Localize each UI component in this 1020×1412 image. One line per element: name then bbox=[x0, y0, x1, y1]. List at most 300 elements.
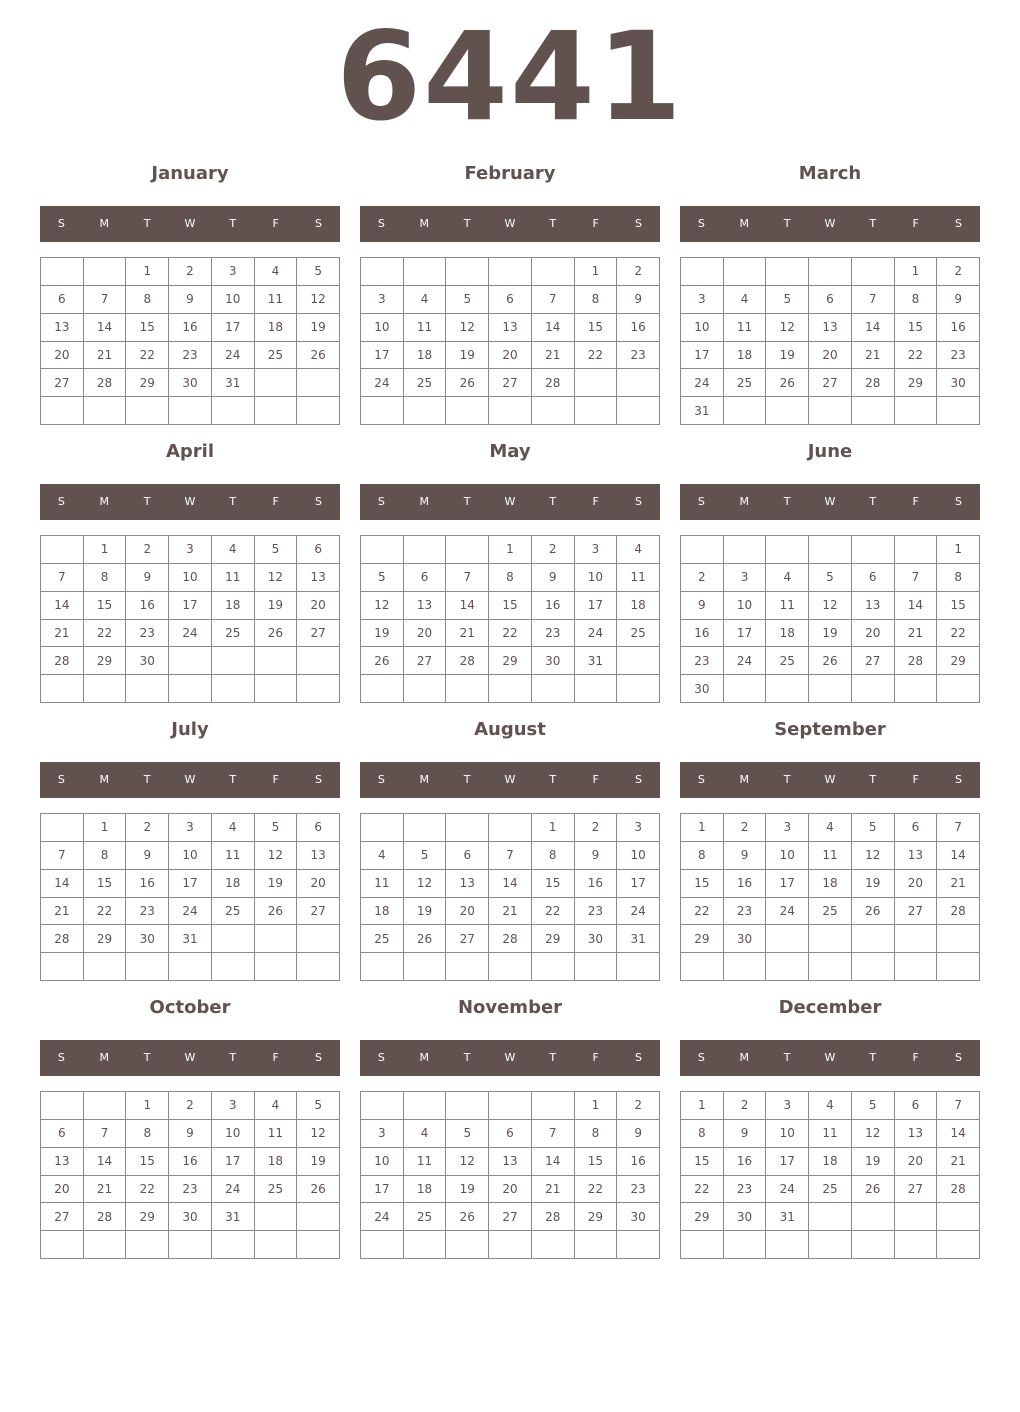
weekday-label: S bbox=[634, 1051, 642, 1064]
day-cell: 28 bbox=[532, 1203, 575, 1231]
day-cell: 11 bbox=[212, 564, 255, 592]
day-cell: 14 bbox=[84, 314, 127, 342]
empty-day-cell bbox=[617, 953, 660, 981]
weekday-label: M bbox=[739, 773, 750, 786]
day-cell: 15 bbox=[575, 314, 618, 342]
day-cell: 28 bbox=[937, 898, 980, 926]
empty-day-cell bbox=[724, 258, 767, 286]
day-cell: 26 bbox=[446, 1203, 489, 1231]
day-cell: 7 bbox=[895, 564, 938, 592]
day-cell: 5 bbox=[361, 564, 404, 592]
empty-day-cell bbox=[809, 1203, 852, 1231]
day-cell: 21 bbox=[41, 898, 84, 926]
day-cell: 30 bbox=[532, 647, 575, 675]
day-cell: 23 bbox=[532, 620, 575, 648]
weekday-label: F bbox=[272, 773, 279, 786]
day-cell: 6 bbox=[41, 1120, 84, 1148]
day-cell: 2 bbox=[724, 814, 767, 842]
day-cell: 10 bbox=[724, 592, 767, 620]
empty-day-cell bbox=[169, 675, 212, 703]
day-cell: 22 bbox=[84, 898, 127, 926]
day-cell: 19 bbox=[852, 870, 895, 898]
day-cell: 9 bbox=[681, 592, 724, 620]
empty-day-cell bbox=[446, 397, 489, 425]
weekday-label: M bbox=[419, 495, 430, 508]
day-cell: 10 bbox=[766, 842, 809, 870]
month-name: September bbox=[774, 719, 886, 740]
day-cell: 14 bbox=[41, 870, 84, 898]
day-cell: 29 bbox=[84, 925, 127, 953]
day-cell: 20 bbox=[895, 870, 938, 898]
empty-day-cell bbox=[297, 925, 340, 953]
empty-day-cell bbox=[84, 1231, 127, 1259]
day-cell: 4 bbox=[809, 814, 852, 842]
day-cell: 2 bbox=[169, 258, 212, 286]
day-cell: 19 bbox=[766, 342, 809, 370]
weekday-label: S bbox=[57, 773, 65, 786]
day-cell: 15 bbox=[895, 314, 938, 342]
day-cell: 3 bbox=[617, 814, 660, 842]
day-cell: 19 bbox=[446, 342, 489, 370]
day-cell: 6 bbox=[41, 286, 84, 314]
weekday-label: M bbox=[419, 217, 430, 230]
day-cell: 27 bbox=[895, 898, 938, 926]
day-cell: 21 bbox=[84, 342, 127, 370]
day-cell: 25 bbox=[809, 1176, 852, 1204]
empty-day-cell bbox=[489, 953, 532, 981]
day-cell: 29 bbox=[126, 369, 169, 397]
empty-day-cell bbox=[255, 675, 298, 703]
empty-day-cell bbox=[895, 953, 938, 981]
weekday-label: M bbox=[99, 495, 110, 508]
weekday-label: T bbox=[463, 495, 471, 508]
day-cell: 9 bbox=[724, 842, 767, 870]
weekday-label: T bbox=[229, 773, 237, 786]
day-cell: 23 bbox=[169, 342, 212, 370]
weekday-label: T bbox=[229, 217, 237, 230]
day-cell: 16 bbox=[617, 314, 660, 342]
empty-day-cell bbox=[446, 1231, 489, 1259]
day-cell: 24 bbox=[212, 1176, 255, 1204]
day-cell: 12 bbox=[766, 314, 809, 342]
empty-day-cell bbox=[255, 369, 298, 397]
day-cell: 20 bbox=[446, 898, 489, 926]
weekday-label: M bbox=[739, 217, 750, 230]
weekday-label: W bbox=[824, 1051, 836, 1064]
day-cell: 12 bbox=[255, 842, 298, 870]
empty-day-cell bbox=[724, 953, 767, 981]
day-cell: 17 bbox=[361, 1176, 404, 1204]
day-cell: 24 bbox=[361, 1203, 404, 1231]
weekday-header bbox=[360, 762, 660, 798]
empty-day-cell bbox=[84, 1092, 127, 1120]
day-cell: 19 bbox=[852, 1148, 895, 1176]
day-cell: 27 bbox=[41, 369, 84, 397]
day-cell: 4 bbox=[617, 536, 660, 564]
day-cell: 24 bbox=[169, 898, 212, 926]
weekday-label: S bbox=[377, 1051, 385, 1064]
day-cell: 30 bbox=[126, 925, 169, 953]
weekday-label: W bbox=[184, 217, 196, 230]
day-cell: 26 bbox=[297, 1176, 340, 1204]
empty-day-cell bbox=[84, 397, 127, 425]
day-cell: 1 bbox=[681, 814, 724, 842]
days-grid bbox=[360, 535, 660, 703]
weekday-label: T bbox=[869, 495, 877, 508]
weekday-label: S bbox=[57, 1051, 65, 1064]
empty-day-cell bbox=[361, 258, 404, 286]
weekday-label: W bbox=[824, 217, 836, 230]
day-cell: 4 bbox=[255, 1092, 298, 1120]
empty-day-cell bbox=[852, 397, 895, 425]
day-cell: 4 bbox=[809, 1092, 852, 1120]
empty-day-cell bbox=[575, 397, 618, 425]
weekday-label: S bbox=[697, 217, 705, 230]
day-cell: 16 bbox=[169, 314, 212, 342]
weekday-label: F bbox=[912, 217, 919, 230]
weekday-header bbox=[360, 1040, 660, 1076]
empty-day-cell bbox=[681, 1231, 724, 1259]
empty-day-cell bbox=[852, 925, 895, 953]
weekday-label: S bbox=[634, 217, 642, 230]
day-cell: 6 bbox=[895, 1092, 938, 1120]
empty-day-cell bbox=[809, 675, 852, 703]
day-cell: 3 bbox=[361, 286, 404, 314]
weekday-label: F bbox=[592, 495, 599, 508]
day-cell: 1 bbox=[489, 536, 532, 564]
day-cell: 16 bbox=[126, 592, 169, 620]
weekday-label: T bbox=[549, 773, 557, 786]
day-cell: 30 bbox=[724, 1203, 767, 1231]
empty-day-cell bbox=[489, 814, 532, 842]
day-cell: 6 bbox=[297, 536, 340, 564]
empty-day-cell bbox=[297, 1203, 340, 1231]
day-cell: 21 bbox=[446, 620, 489, 648]
day-cell: 15 bbox=[681, 870, 724, 898]
days-grid bbox=[40, 535, 340, 703]
empty-day-cell bbox=[852, 675, 895, 703]
empty-day-cell bbox=[575, 953, 618, 981]
day-cell: 3 bbox=[212, 258, 255, 286]
day-cell: 13 bbox=[852, 592, 895, 620]
weekday-label: S bbox=[954, 1051, 962, 1064]
weekday-label: F bbox=[912, 1051, 919, 1064]
empty-day-cell bbox=[361, 814, 404, 842]
day-cell: 31 bbox=[575, 647, 618, 675]
day-cell: 6 bbox=[852, 564, 895, 592]
day-cell: 20 bbox=[489, 342, 532, 370]
day-cell: 18 bbox=[361, 898, 404, 926]
weekday-label: M bbox=[739, 495, 750, 508]
weekday-label: T bbox=[869, 217, 877, 230]
empty-day-cell bbox=[404, 953, 447, 981]
weekday-label: T bbox=[869, 773, 877, 786]
day-cell: 7 bbox=[41, 564, 84, 592]
day-cell: 7 bbox=[937, 1092, 980, 1120]
day-cell: 27 bbox=[297, 898, 340, 926]
day-cell: 20 bbox=[41, 342, 84, 370]
day-cell: 5 bbox=[446, 286, 489, 314]
weekday-label: S bbox=[634, 495, 642, 508]
day-cell: 20 bbox=[895, 1148, 938, 1176]
month-name: October bbox=[149, 997, 231, 1018]
weekday-label: F bbox=[592, 217, 599, 230]
weekday-label: S bbox=[57, 495, 65, 508]
day-cell: 10 bbox=[681, 314, 724, 342]
empty-day-cell bbox=[766, 397, 809, 425]
weekday-label: M bbox=[99, 1051, 110, 1064]
day-cell: 4 bbox=[361, 842, 404, 870]
weekday-header bbox=[40, 484, 340, 520]
weekday-label: W bbox=[504, 495, 516, 508]
empty-day-cell bbox=[41, 1231, 84, 1259]
day-cell: 7 bbox=[489, 842, 532, 870]
day-cell: 26 bbox=[361, 647, 404, 675]
day-cell: 18 bbox=[809, 1148, 852, 1176]
weekday-label: T bbox=[143, 773, 151, 786]
day-cell: 17 bbox=[212, 314, 255, 342]
day-cell: 8 bbox=[937, 564, 980, 592]
empty-day-cell bbox=[852, 1231, 895, 1259]
empty-day-cell bbox=[489, 397, 532, 425]
days-grid bbox=[360, 257, 660, 425]
day-cell: 26 bbox=[852, 898, 895, 926]
day-cell: 11 bbox=[255, 286, 298, 314]
day-cell: 6 bbox=[489, 1120, 532, 1148]
day-cell: 25 bbox=[809, 898, 852, 926]
day-cell: 6 bbox=[297, 814, 340, 842]
day-cell: 2 bbox=[169, 1092, 212, 1120]
day-cell: 23 bbox=[724, 1176, 767, 1204]
day-cell: 23 bbox=[681, 647, 724, 675]
weekday-header bbox=[40, 206, 340, 242]
day-cell: 23 bbox=[169, 1176, 212, 1204]
empty-day-cell bbox=[895, 1231, 938, 1259]
weekday-label: W bbox=[824, 773, 836, 786]
day-cell: 25 bbox=[255, 342, 298, 370]
day-cell: 6 bbox=[489, 286, 532, 314]
empty-day-cell bbox=[255, 925, 298, 953]
day-cell: 27 bbox=[404, 647, 447, 675]
empty-day-cell bbox=[489, 675, 532, 703]
day-cell: 17 bbox=[766, 1148, 809, 1176]
day-cell: 15 bbox=[681, 1148, 724, 1176]
day-cell: 28 bbox=[84, 369, 127, 397]
empty-day-cell bbox=[766, 536, 809, 564]
day-cell: 23 bbox=[126, 620, 169, 648]
empty-day-cell bbox=[532, 258, 575, 286]
day-cell: 27 bbox=[446, 925, 489, 953]
day-cell: 25 bbox=[255, 1176, 298, 1204]
empty-day-cell bbox=[297, 397, 340, 425]
day-cell: 13 bbox=[297, 842, 340, 870]
day-cell: 28 bbox=[41, 647, 84, 675]
day-cell: 10 bbox=[212, 286, 255, 314]
weekday-label: W bbox=[504, 773, 516, 786]
empty-day-cell bbox=[212, 953, 255, 981]
day-cell: 13 bbox=[489, 1148, 532, 1176]
day-cell: 22 bbox=[126, 342, 169, 370]
empty-day-cell bbox=[41, 536, 84, 564]
day-cell: 13 bbox=[895, 842, 938, 870]
day-cell: 29 bbox=[937, 647, 980, 675]
day-cell: 4 bbox=[404, 286, 447, 314]
weekday-label: S bbox=[377, 217, 385, 230]
day-cell: 20 bbox=[297, 592, 340, 620]
day-cell: 26 bbox=[446, 369, 489, 397]
empty-day-cell bbox=[766, 1231, 809, 1259]
day-cell: 25 bbox=[361, 925, 404, 953]
weekday-label: F bbox=[272, 495, 279, 508]
day-cell: 15 bbox=[126, 1148, 169, 1176]
empty-day-cell bbox=[41, 953, 84, 981]
day-cell: 4 bbox=[212, 536, 255, 564]
month-name: February bbox=[464, 163, 556, 184]
weekday-header bbox=[40, 1040, 340, 1076]
weekday-label: S bbox=[57, 217, 65, 230]
day-cell: 7 bbox=[446, 564, 489, 592]
empty-day-cell bbox=[446, 1092, 489, 1120]
day-cell: 9 bbox=[575, 842, 618, 870]
month-name: January bbox=[151, 163, 229, 184]
day-cell: 24 bbox=[361, 369, 404, 397]
day-cell: 15 bbox=[937, 592, 980, 620]
empty-day-cell bbox=[255, 397, 298, 425]
month-name: November bbox=[457, 997, 563, 1018]
day-cell: 12 bbox=[852, 842, 895, 870]
weekday-header bbox=[40, 762, 340, 798]
day-cell: 10 bbox=[169, 564, 212, 592]
day-cell: 22 bbox=[84, 620, 127, 648]
day-cell: 9 bbox=[126, 842, 169, 870]
month-name: July bbox=[171, 719, 209, 740]
empty-day-cell bbox=[212, 397, 255, 425]
day-cell: 6 bbox=[446, 842, 489, 870]
day-cell: 30 bbox=[937, 369, 980, 397]
day-cell: 17 bbox=[681, 342, 724, 370]
empty-day-cell bbox=[809, 953, 852, 981]
day-cell: 8 bbox=[532, 842, 575, 870]
day-cell: 31 bbox=[766, 1203, 809, 1231]
days-grid bbox=[40, 813, 340, 981]
day-cell: 8 bbox=[681, 1120, 724, 1148]
day-cell: 21 bbox=[852, 342, 895, 370]
day-cell: 5 bbox=[404, 842, 447, 870]
day-cell: 5 bbox=[255, 814, 298, 842]
weekday-label: S bbox=[314, 773, 322, 786]
day-cell: 23 bbox=[617, 1176, 660, 1204]
empty-day-cell bbox=[361, 953, 404, 981]
day-cell: 22 bbox=[532, 898, 575, 926]
day-cell: 26 bbox=[255, 898, 298, 926]
empty-day-cell bbox=[446, 536, 489, 564]
day-cell: 18 bbox=[255, 1148, 298, 1176]
day-cell: 13 bbox=[41, 314, 84, 342]
empty-day-cell bbox=[681, 258, 724, 286]
days-grid bbox=[680, 1091, 980, 1259]
day-cell: 5 bbox=[255, 536, 298, 564]
day-cell: 18 bbox=[255, 314, 298, 342]
day-cell: 22 bbox=[681, 898, 724, 926]
empty-day-cell bbox=[852, 953, 895, 981]
empty-day-cell bbox=[212, 1231, 255, 1259]
empty-day-cell bbox=[297, 675, 340, 703]
empty-day-cell bbox=[84, 953, 127, 981]
day-cell: 18 bbox=[617, 592, 660, 620]
day-cell: 17 bbox=[212, 1148, 255, 1176]
empty-day-cell bbox=[297, 953, 340, 981]
day-cell: 29 bbox=[126, 1203, 169, 1231]
day-cell: 20 bbox=[852, 620, 895, 648]
day-cell: 6 bbox=[895, 814, 938, 842]
day-cell: 22 bbox=[895, 342, 938, 370]
day-cell: 6 bbox=[404, 564, 447, 592]
empty-day-cell bbox=[809, 536, 852, 564]
weekday-label: W bbox=[184, 773, 196, 786]
empty-day-cell bbox=[446, 675, 489, 703]
empty-day-cell bbox=[895, 675, 938, 703]
day-cell: 17 bbox=[724, 620, 767, 648]
empty-day-cell bbox=[361, 397, 404, 425]
day-cell: 15 bbox=[126, 314, 169, 342]
day-cell: 23 bbox=[937, 342, 980, 370]
day-cell: 16 bbox=[575, 870, 618, 898]
day-cell: 12 bbox=[297, 1120, 340, 1148]
day-cell: 29 bbox=[532, 925, 575, 953]
day-cell: 24 bbox=[724, 647, 767, 675]
day-cell: 28 bbox=[41, 925, 84, 953]
weekday-label: M bbox=[419, 1051, 430, 1064]
month-name: April bbox=[165, 441, 215, 462]
day-cell: 22 bbox=[126, 1176, 169, 1204]
weekday-label: S bbox=[314, 1051, 322, 1064]
empty-day-cell bbox=[937, 925, 980, 953]
empty-day-cell bbox=[617, 1231, 660, 1259]
day-cell: 14 bbox=[937, 842, 980, 870]
weekday-header bbox=[360, 484, 660, 520]
day-cell: 7 bbox=[41, 842, 84, 870]
day-cell: 2 bbox=[126, 536, 169, 564]
day-cell: 1 bbox=[532, 814, 575, 842]
empty-day-cell bbox=[724, 675, 767, 703]
empty-day-cell bbox=[809, 258, 852, 286]
empty-day-cell bbox=[446, 258, 489, 286]
weekday-label: T bbox=[549, 217, 557, 230]
weekday-label: W bbox=[184, 1051, 196, 1064]
empty-day-cell bbox=[852, 536, 895, 564]
empty-day-cell bbox=[41, 258, 84, 286]
empty-day-cell bbox=[255, 647, 298, 675]
day-cell: 14 bbox=[937, 1120, 980, 1148]
day-cell: 28 bbox=[895, 647, 938, 675]
day-cell: 4 bbox=[255, 258, 298, 286]
day-cell: 10 bbox=[361, 314, 404, 342]
empty-day-cell bbox=[766, 675, 809, 703]
day-cell: 24 bbox=[681, 369, 724, 397]
day-cell: 9 bbox=[532, 564, 575, 592]
day-cell: 31 bbox=[212, 369, 255, 397]
day-cell: 8 bbox=[126, 1120, 169, 1148]
day-cell: 24 bbox=[575, 620, 618, 648]
weekday-label: F bbox=[912, 495, 919, 508]
day-cell: 1 bbox=[575, 1092, 618, 1120]
day-cell: 5 bbox=[809, 564, 852, 592]
day-cell: 1 bbox=[575, 258, 618, 286]
weekday-label: S bbox=[634, 773, 642, 786]
weekday-label: W bbox=[504, 217, 516, 230]
day-cell: 28 bbox=[84, 1203, 127, 1231]
empty-day-cell bbox=[361, 1092, 404, 1120]
